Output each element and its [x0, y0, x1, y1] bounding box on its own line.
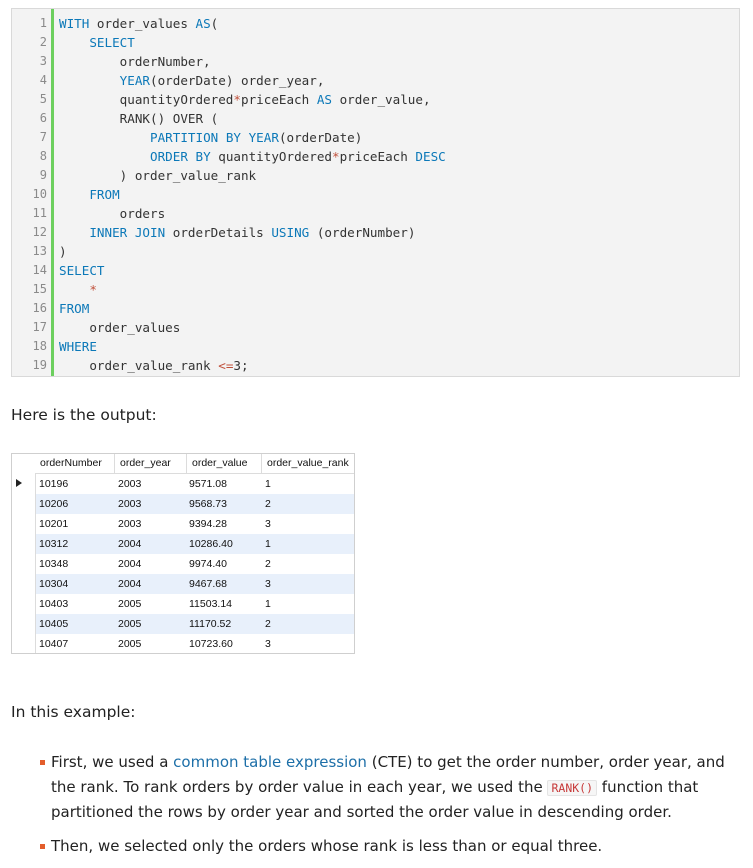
- explanation-list: [40, 750, 745, 858]
- bullet-text: Then, we selected only the orders whose rank is less than or equal three.: [51, 836, 603, 855]
- code-token: (orderNumber): [309, 225, 416, 240]
- code-line: [59, 280, 739, 299]
- code-token: [59, 73, 120, 88]
- cell-order-value-rank: 3: [265, 518, 271, 530]
- code-line: [59, 204, 739, 223]
- sql-keyword: AS: [195, 16, 211, 31]
- code-line: [59, 299, 739, 318]
- column-header-order-year[interactable]: order_year: [120, 457, 171, 469]
- cell-ordernumber: 10201: [39, 518, 69, 530]
- cell-order-value-rank: 1: [265, 538, 271, 550]
- code-block: [11, 8, 740, 377]
- table-row[interactable]: [12, 474, 354, 494]
- code-line: [59, 337, 739, 356]
- code-line: [59, 14, 739, 33]
- table-row[interactable]: [12, 574, 354, 594]
- cte-link[interactable]: common table expression: [173, 753, 367, 771]
- code-token: priceEach: [339, 149, 416, 164]
- cell-order-value-rank: 2: [265, 498, 271, 510]
- cell-order-year: 2005: [118, 638, 142, 650]
- table-row[interactable]: [12, 534, 354, 554]
- line-number: 5: [39, 92, 47, 106]
- sql-keyword: USING: [271, 225, 310, 240]
- cell-order-year: 2003: [118, 498, 142, 510]
- cell-order-value-rank: 1: [265, 598, 271, 610]
- bullet-text: function that partitioned the rows by order year and sorted the order value in descending order.: [51, 777, 699, 821]
- cell-order-value: 10286.40: [189, 538, 233, 550]
- code-token: [59, 149, 150, 164]
- table-row[interactable]: [12, 514, 354, 534]
- cell-ordernumber: 10348: [39, 558, 69, 570]
- table-row[interactable]: [12, 594, 354, 614]
- cell-order-value: 11170.52: [189, 618, 232, 630]
- cell-ordernumber: 10304: [39, 578, 69, 590]
- code-lines: [59, 14, 739, 375]
- cell-order-year: 2004: [118, 558, 142, 570]
- code-token: priceEach: [240, 92, 317, 107]
- code-line: [59, 223, 739, 242]
- cell-ordernumber: 10405: [39, 618, 69, 630]
- sql-keyword: AS: [316, 92, 332, 107]
- code-token: [241, 130, 249, 145]
- line-number: 7: [39, 130, 47, 144]
- code-line: [59, 33, 739, 52]
- row-marker-column: [12, 473, 36, 653]
- rank-function-code: RANK(): [547, 780, 597, 796]
- code-token: order_values: [59, 320, 181, 335]
- table-row[interactable]: [12, 554, 354, 574]
- code-line: [59, 71, 739, 90]
- line-number: 16: [32, 301, 47, 315]
- line-number: 2: [39, 35, 47, 49]
- cell-order-value: 9467.68: [189, 578, 227, 590]
- line-number: 1: [39, 16, 47, 30]
- line-number: 17: [32, 320, 47, 334]
- line-number-gutter: [12, 14, 51, 376]
- cell-order-value: 11503.14: [189, 598, 233, 610]
- sql-keyword: SELECT: [89, 35, 135, 50]
- line-number: 18: [32, 339, 47, 353]
- sql-keyword: INNER JOIN: [89, 225, 166, 240]
- line-number: 11: [32, 206, 47, 220]
- code-token: (orderDate) order_year,: [150, 73, 325, 88]
- line-number: 14: [32, 263, 47, 277]
- code-token: [59, 187, 89, 202]
- result-grid: [11, 453, 355, 654]
- code-token: RANK() OVER (: [59, 111, 219, 126]
- cell-ordernumber: 10407: [39, 638, 69, 650]
- cell-ordernumber: 10312: [39, 538, 69, 550]
- column-divider: [261, 454, 262, 473]
- cell-ordernumber: 10403: [39, 598, 69, 610]
- line-number: 19: [32, 358, 47, 372]
- sql-operator: *: [233, 92, 241, 107]
- code-token: (orderDate): [278, 130, 363, 145]
- table-row[interactable]: [12, 614, 354, 634]
- column-divider: [114, 454, 115, 473]
- column-divider: [186, 454, 187, 473]
- code-token: [59, 282, 89, 297]
- sql-keyword: PARTITION BY: [150, 130, 241, 145]
- bullet-square-icon: [40, 760, 45, 765]
- code-token: ) order_value_rank: [59, 168, 257, 183]
- code-token: orderNumber,: [59, 54, 211, 69]
- gutter-bar: [51, 9, 54, 376]
- cell-order-value: 9571.08: [189, 478, 227, 490]
- code-line: [59, 261, 739, 280]
- sql-keyword: ORDER BY: [150, 149, 211, 164]
- sql-keyword: YEAR: [248, 130, 279, 145]
- code-token: order_values: [89, 16, 196, 31]
- code-line: [59, 52, 739, 71]
- code-line: [59, 166, 739, 185]
- bullet-text: (CTE) to get the order number, order year, and the rank. To rank orders by order value in each year, we used the: [51, 753, 725, 796]
- column-header-order-value-rank[interactable]: order_value_rank: [267, 457, 349, 469]
- cell-order-value: 10723.60: [189, 638, 233, 650]
- code-token: quantityOrdered: [210, 149, 332, 164]
- column-header-ordernumber[interactable]: orderNumber: [40, 457, 102, 469]
- line-number: 13: [32, 244, 47, 258]
- code-token: [59, 35, 89, 50]
- line-number: 9: [39, 168, 47, 182]
- code-token: order_value_rank: [59, 358, 219, 373]
- cell-order-value-rank: 2: [265, 558, 271, 570]
- table-row[interactable]: [12, 494, 354, 514]
- bullet-square-icon: [40, 844, 45, 849]
- code-token: orderDetails: [165, 225, 272, 240]
- sql-keyword: FROM: [89, 187, 120, 202]
- sql-keyword: WHERE: [59, 339, 97, 354]
- sql-keyword: YEAR: [119, 73, 151, 88]
- output-intro: Here is the output:: [11, 406, 157, 424]
- line-number: 4: [39, 73, 47, 87]
- explanation-bullet: [40, 834, 745, 859]
- cell-order-year: 2005: [118, 618, 142, 630]
- line-number: 10: [32, 187, 47, 201]
- code-line: [59, 356, 739, 375]
- sql-keyword: SELECT: [59, 263, 105, 278]
- bullet-text: First, we used a: [51, 753, 174, 771]
- code-token: quantityOrdered: [59, 92, 234, 107]
- cell-order-year: 2004: [118, 538, 142, 550]
- cell-ordernumber: 10206: [39, 498, 69, 510]
- cell-order-value: 9394.28: [189, 518, 227, 530]
- line-number: 15: [32, 282, 47, 296]
- cell-order-value: 9974.40: [189, 558, 227, 570]
- grid-header-row: [12, 454, 354, 474]
- code-line: [59, 109, 739, 128]
- line-number: 8: [39, 149, 47, 163]
- code-token: [59, 130, 150, 145]
- code-token: (: [210, 16, 219, 31]
- code-line: [59, 185, 739, 204]
- code-token: 3;: [233, 358, 249, 373]
- sql-keyword: DESC: [415, 149, 446, 164]
- code-token: orders: [59, 206, 166, 221]
- code-token: ): [59, 244, 67, 259]
- code-line: [59, 147, 739, 166]
- table-row[interactable]: [12, 634, 354, 654]
- line-number: 6: [39, 111, 47, 125]
- cell-order-value: 9568.73: [189, 498, 227, 510]
- current-row-arrow-icon: [16, 479, 22, 487]
- cell-order-value-rank: 1: [265, 478, 271, 490]
- line-number: 3: [39, 54, 47, 68]
- code-token: order_value,: [331, 92, 431, 107]
- cell-order-year: 2003: [118, 478, 142, 490]
- cell-order-year: 2003: [118, 518, 142, 530]
- sql-operator: *: [332, 149, 340, 164]
- code-line: [59, 242, 739, 261]
- line-number: 12: [32, 225, 47, 239]
- cell-order-value-rank: 3: [265, 578, 271, 590]
- column-header-order-value[interactable]: order_value: [192, 457, 248, 469]
- cell-order-year: 2004: [118, 578, 142, 590]
- cell-order-value-rank: 3: [265, 638, 271, 650]
- code-line: [59, 128, 739, 147]
- sql-keyword: FROM: [59, 301, 90, 316]
- sql-operator: *: [89, 282, 97, 297]
- cell-ordernumber: 10196: [39, 478, 69, 490]
- cell-order-year: 2005: [118, 598, 142, 610]
- code-line: [59, 318, 739, 337]
- explanation-lead: In this example:: [11, 703, 136, 721]
- sql-operator: <=: [218, 358, 234, 373]
- explanation-bullet: [40, 750, 745, 825]
- sql-keyword: WITH: [59, 16, 90, 31]
- code-token: [59, 225, 89, 240]
- code-line: [59, 90, 739, 109]
- cell-order-value-rank: 2: [265, 618, 271, 630]
